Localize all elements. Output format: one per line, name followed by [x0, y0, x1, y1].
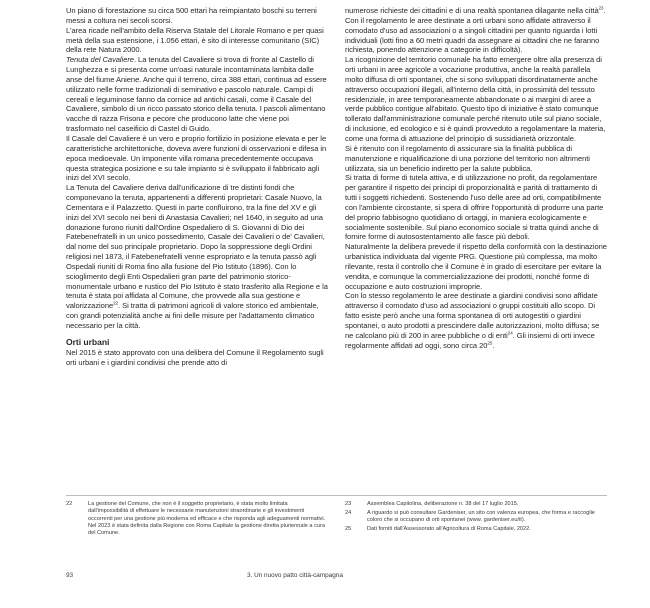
footnote-text: Dati forniti dall'Assessorato all'Agricoltura di Roma Capitale, 2022. — [367, 525, 531, 532]
footnote-ref[interactable]: 23 — [598, 5, 604, 11]
italic-title: Tenuta del Cavaliere — [66, 55, 134, 65]
footnote — [345, 510, 607, 525]
footnote-ref[interactable]: 24 — [507, 330, 513, 336]
footnote-text: La gestione del Comune, che non è il soggetto proprietario, è stata molto limitata dall'impossibilità di effettuare le necessarie manutenzioni straordinarie e gli investimenti occorrenti per una gestione più moderna ed efficace e che risponda agli adeguamenti normativi. Nel 2023 è stata definita dalla Regione con Roma Capitale la gestione diretta pluriennale a cura del Comune. — [88, 501, 326, 537]
paragraph-text: Con lo stesso regolamento le aree destinate a giardini condivisi sono affidate attraverso il comodato d'uso ad associazioni o gruppi costituiti allo scopo. Di fatto esiste però anche una forma spontanea di orti autogestiti o giardini spontanei, o auto prodotti a prescindere dalle autorizzazioni, molto diffusa; se ne calcolano più di 200 in aree pubbliche o di enti — [345, 291, 600, 340]
left-column — [66, 6, 328, 368]
paragraph: Nel 2015 è stato approvato con una delibera del Comune il Regolamento sugli orti urbani e i giardini condivisi che prende atto di — [66, 347, 324, 367]
right-column — [345, 6, 607, 351]
paragraph: Il Casale del Cavaliere è un vero e proprio fortilizio in posizione elevata e per le caratteristiche architettoniche, doveva avere funzioni di osservazioni e difesa in epoca medioevale. Un imponente villa romana precedentemente occupava questa strategica posizione e su tale impianto si è sviluppato il fabbricato agli inizi del XVI secolo. — [66, 133, 327, 183]
footnote-divider — [66, 495, 607, 496]
paragraph — [345, 291, 607, 350]
paragraph-text: . Gli insiemi di orti invece regolarmente affidati ad oggi, sono circa 20 — [345, 330, 595, 350]
paragraph-text: . Si tratta di patrimoni agricoli di valore storico ed ambientale, con grandi potenzialità anche ai fini delle misure per l'adattamento climatico necessario per la città. — [66, 301, 319, 330]
footnote-number: 24 — [345, 509, 352, 516]
paragraph: Si tratta di forme di tutela attiva, e di utilizzazione no profit, da regolamentare per garantire il rispetto dei principi di proporzionalità e parità di trattamento di tutti i soggetti richiedenti. Sostenendo l'uso delle aree ad orti, compatibilmente con l'ambiente circostante, si spera di offrire l'opportunità di produrre una parte del proprio fabbisogno quotidiano di ortaggi, in maniera ecologicamente e socialmente sostenibile. Sul piano economico sociale si tratta quindi anche di fornire forme di autosostentamento alle fasce più deboli. — [345, 173, 604, 242]
footnote-number: 23 — [345, 501, 352, 507]
section-heading: Orti urbani — [66, 336, 110, 347]
footnote — [66, 501, 328, 537]
paragraph: L'area ricade nell'ambito della Riserva Statale del Litorale Romano e per quasi metà della sua estensione, i 1.056 ettari, è sito di interesse comunitario (SIC) della rete Natura 2000. — [66, 25, 324, 55]
paragraph — [66, 183, 328, 331]
paragraph-text: . — [492, 340, 495, 350]
footnote-text: Assemblea Capitolina, deliberazione n. 38 del 17 luglio 2015. — [367, 501, 519, 507]
paragraph-text: . La tenuta del Cavaliere si trova di fronte al Castello di Lunghezza e si presenta come un'oasi naturale incontaminata lambita dalle anse del fiume Aniene. Anche qui il terreno, circa 388 ettari, continua ad essere utilizzato nelle forme tradizionali di seminativo e pascolo naturale. Campi di cereali e leguminose fanno da cornice ad antichi casali, come il Casale del Cavaliere, simbolo di un ricco passato storico della tenuta. I pascoli alimentano vacche di razza Frisona e pecore che producono latte che viene poi trasformato nel caseificio di Castel di Guido. — [66, 55, 327, 134]
paragraph: Si è ritenuto con il regolamento di assicurare sia la finalità pubblica di manutenzione e riqualificazione di una porzione del territorio non altrimenti utilizzata, sia un beneficio indiretto per la salute pubblica. — [345, 143, 590, 173]
footnote-number: 22 — [66, 501, 73, 507]
paragraph-text: La Tenuta del Cavaliere deriva dall'unificazione di tre distinti fondi che componevano la tenuta, appartenenti a differenti proprietari: Casale Nuovo, la Cementara e il Palazzetto. Questi in parte confluirono, tra la fine del XV e gli inizi del XVI secolo nei beni di Anastasia Cavalieri; nel 1640, in seguito ad una donazione furono riuniti dall'Ordine Ospedaliero di S. Giovanni di Dio dei Fatebenefratelli in un unico possedimento, Casale dei Cavalieri o de' Cavalieri, dal nome del suo principale proprietario. Dopo la soppressione degli Ordini religiosi nel 1873, il Fatebenefratelli venne espropriato e la tenuta passò agli Ospedali riuniti di Roma fino alla fusione del Pio Istituto (1896). Con lo scioglimento degli Enti Ospedalieri gran parte del patrimonio storico-monumentale urbano e rustico del Pio Istituto è stato trasferito alla Regione e la tenuta è stata poi affidata al Comune, che provvede alla sua gestione e valorizzazione — [66, 183, 328, 311]
paragraph: Un piano di forestazione su circa 500 ettari ha reimpiantato boschi su terreni messi a coltura nei secoli scorsi. — [66, 6, 317, 25]
paragraph — [66, 55, 328, 134]
paragraph: Naturalmente la delibera prevede il rispetto della conformità con la destinazione urbanistica individuata dal vigente PRG. Questione più complessa, ma molto rilevante, resta il controllo che il Comune è in grado di esercitare per evitare la vendita, e comunque la commercializzazione dei prodotti, nonché forme di occupazione e auto costruzioni improprie. — [345, 242, 607, 291]
footnote-ref[interactable]: 22 — [113, 300, 119, 306]
page-number: 93 — [66, 572, 74, 579]
footnote-text: A riguardo si può consultare Gardeniser, un sito con valenza europea, che forma e raccoglie coloro che si occupano di orti spontanei (www. gardeniser.eu/it). — [367, 509, 595, 524]
footnote — [345, 526, 607, 533]
paragraph-text: numerose richieste dei cittadini e di una realtà spontanea dilagante nella città — [345, 6, 599, 15]
paragraph-text: . Con il regolamento le aree destinate a orti urbani sono affidate attraverso il comodato d'uso ad associazioni o a singoli cittadini per quanto riguarda i lotti individuali (lotti fino a 60 metri quadri da assegnare ai cittadini che ne faranno richiesta, ponendo attenzione a categorie in difficoltà). — [345, 6, 606, 55]
footnotes-left — [66, 501, 328, 539]
footnotes-right — [345, 501, 607, 535]
footnote — [345, 501, 607, 508]
running-head: 3. Un nuovo patto città-campagna — [247, 572, 343, 579]
footnote-number: 25 — [345, 525, 352, 532]
paragraph — [345, 6, 607, 55]
paragraph: La ricognizione del territorio comunale ha fatto emergere oltre alla presenza di orti urbani in aree agricole a vocazione produttiva, anche la realtà parallela molto diffusa di orti spontanei, che si sono sviluppati disordinatamente anche attraverso occupazioni illegali, all'interno della città, in prossimità del tessuto residenziale, in aree temporaneamente abbandonate o ai margini di aree a verde pubblico contigue all'abitato. Questo tipo di iniziative è stato comunque tollerato dall'amministrazione comunale perché ritenuto utile sul piano sociale, di inclusione, ed ecologico e si è quindi provveduto a regolamentare la materia, come una forma di attuazione del principio di sussidiarietà orizzontale. — [345, 55, 606, 143]
footnote-ref[interactable]: 25 — [487, 340, 493, 346]
